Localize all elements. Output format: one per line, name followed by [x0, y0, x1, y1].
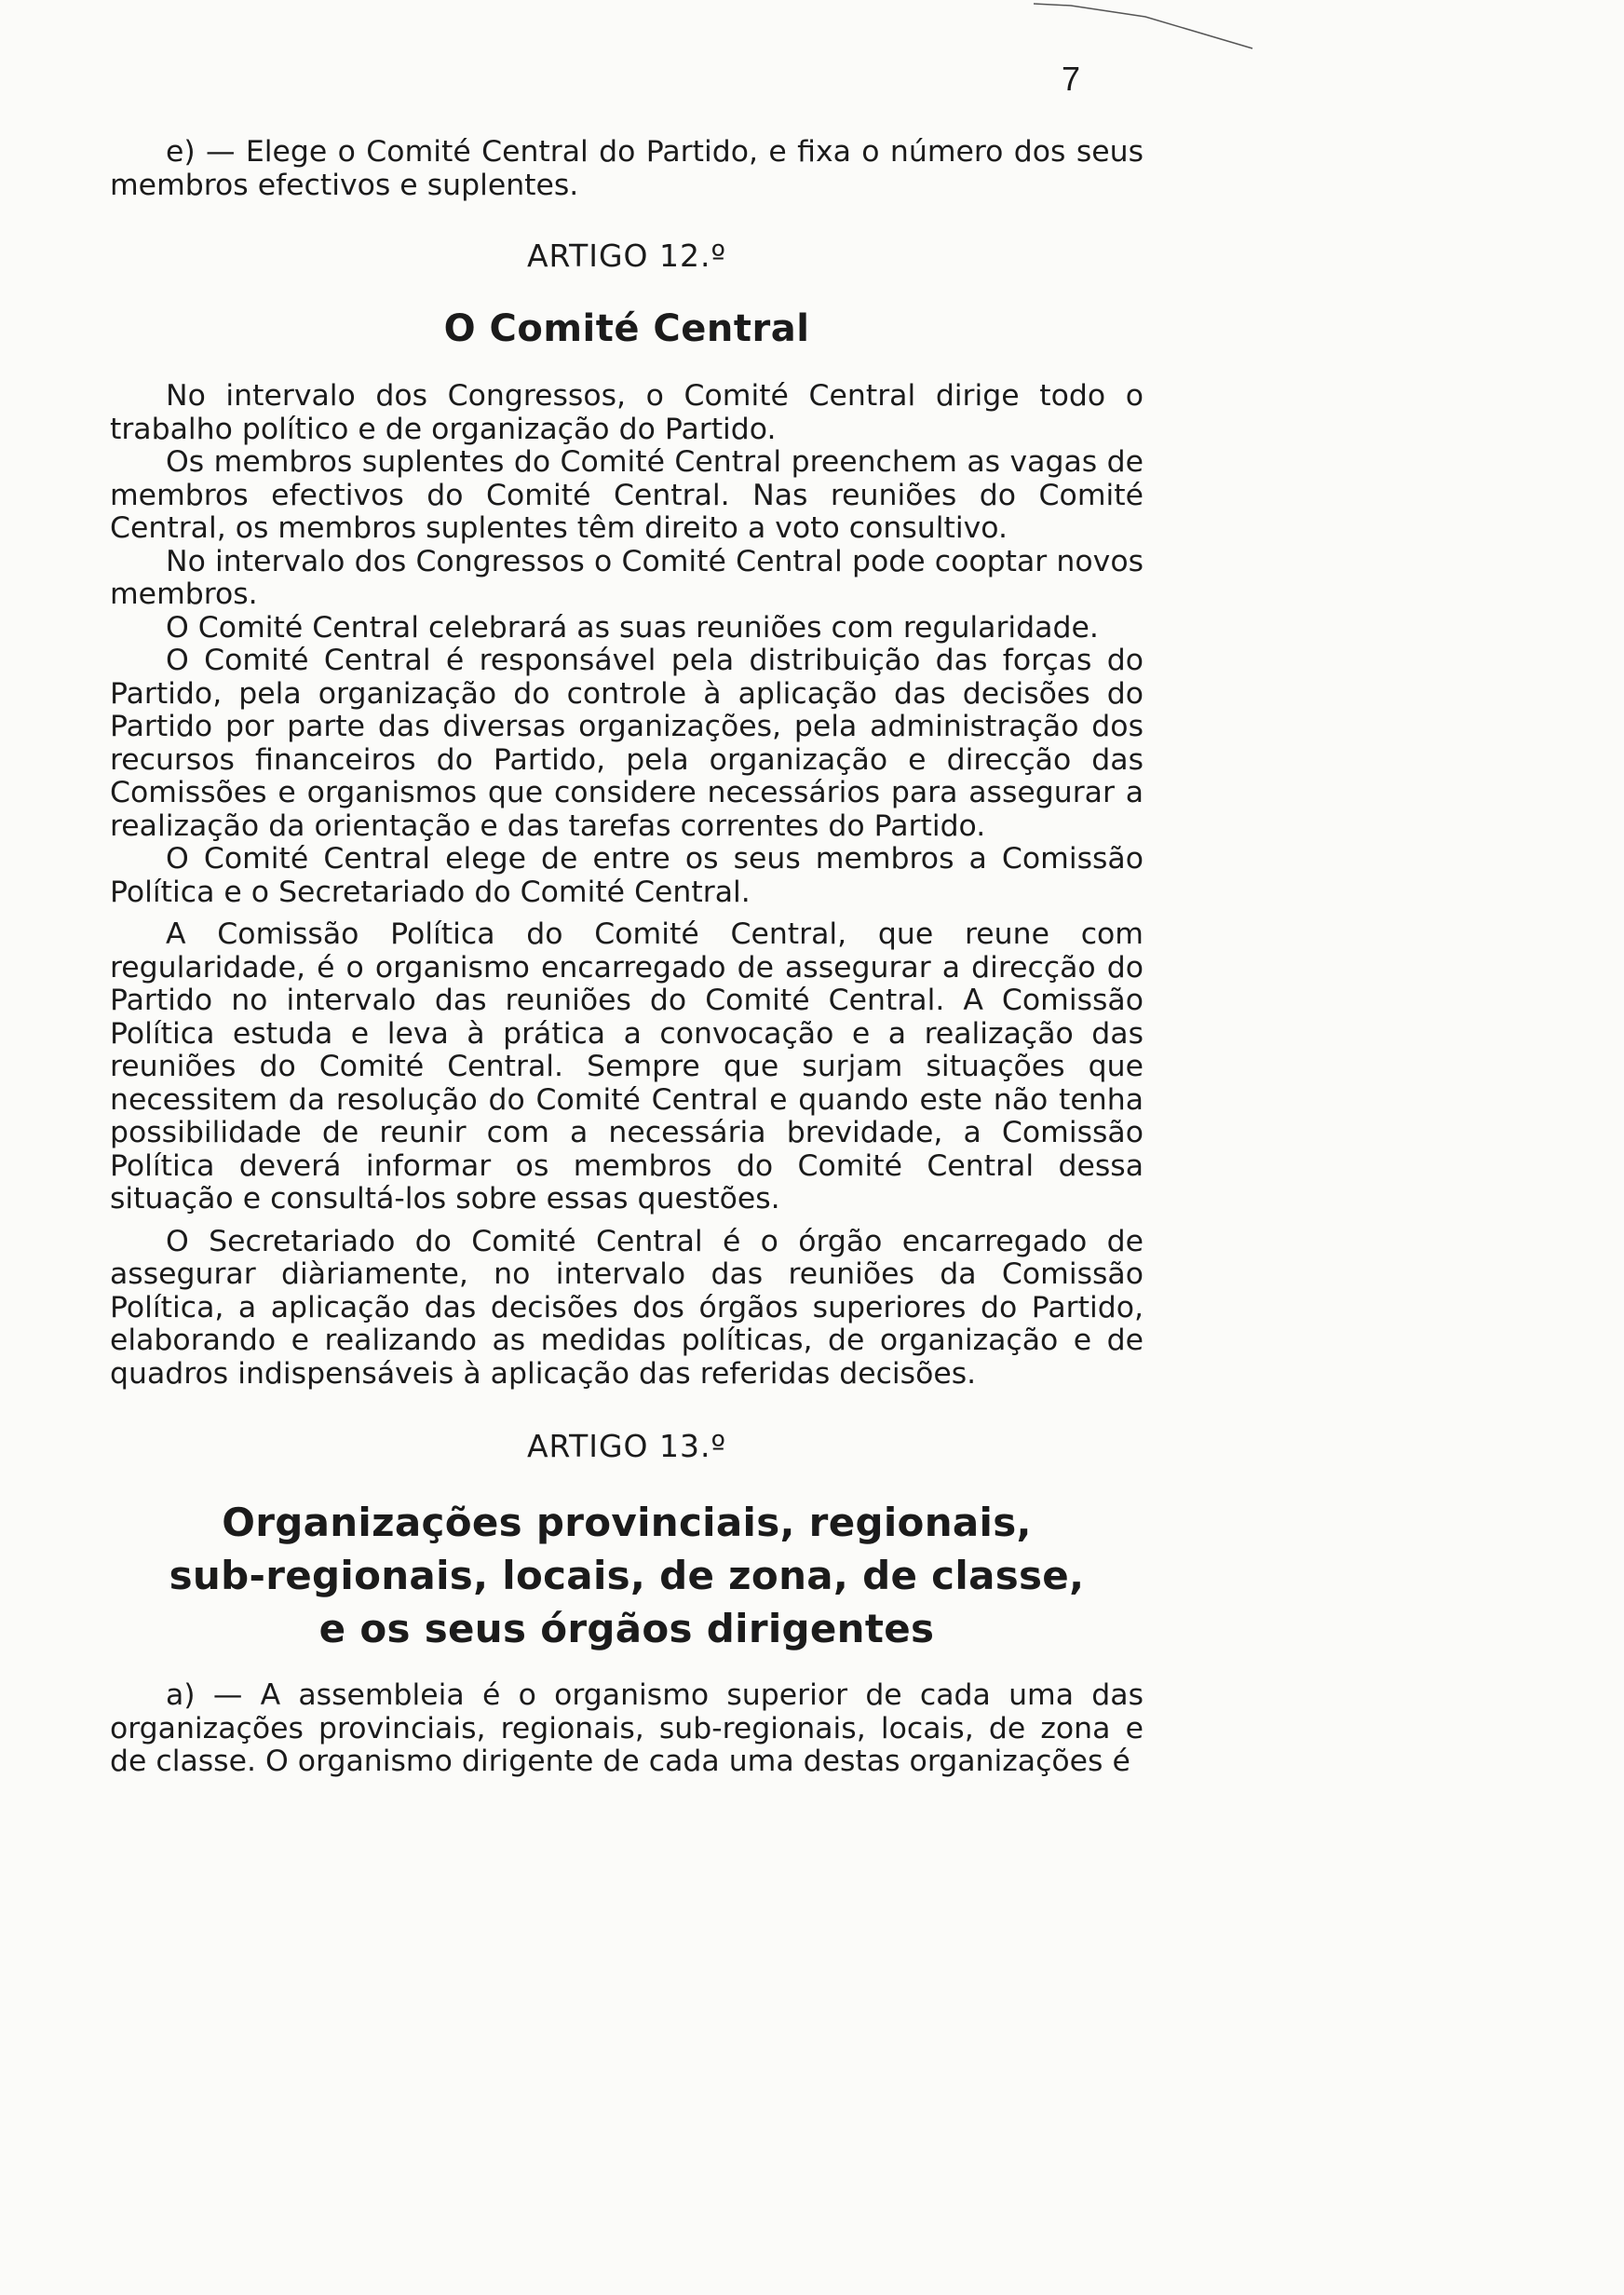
title-line: e os seus órgãos dirigentes	[318, 1606, 935, 1651]
article-13-heading: ARTIGO 13.º	[526, 1428, 727, 1464]
item-a-paragraph: a) — A assembleia é o organismo superior de cada uma das organizações provinciais, regionais, sub-regionais, locais, de zona e de classe. O organismo dirigente de cada uma destas organizações é	[110, 1678, 1144, 1778]
article-12-text	[110, 380, 1144, 1391]
document-body	[110, 125, 1144, 1779]
article-12-heading: ARTIGO 12.º	[526, 238, 727, 274]
page-number: 7	[1062, 60, 1081, 98]
comite-central-title: O Comité Central	[443, 307, 810, 350]
paragraph: O Comité Central elege de entre os seus membros a Comissão Política e o Secretariado do Comité Central.	[110, 842, 1144, 909]
paragraph: No intervalo dos Congressos, o Comité Central dirige todo o trabalho político e de organização do Partido.	[110, 379, 1144, 446]
scan-edge-mark	[1034, 0, 1257, 51]
paragraph: No intervalo dos Congressos o Comité Central pode cooptar novos membros.	[110, 544, 1144, 611]
paragraph: Os membros suplentes do Comité Central preenchem as vagas de membros efectivos do Comité Central. Nas reuniões do Comité Central, os membros suplentes têm direito a voto consultivo.	[110, 445, 1144, 545]
paragraph: O Secretariado do Comité Central é o órgão encarregado de assegurar diàriamente, no intervalo das reuniões da Comissão Política, a aplicação das decisões dos órgãos superiores do Partido, elaborando e realizando as medidas políticas, de organização e de quadros indispensáveis à aplicação das referidas decisões.	[110, 1224, 1144, 1391]
paragraph: O Comité Central é responsável pela distribuição das forças do Partido, pela organização do controle à aplicação das decisões do Partido por parte das diversas organizações, pela administração dos recursos financeiros do Partido, pela organização e direcção das Comissões e organismos que considere necessários para assegurar a realização da orientação e das tarefas correntes do Partido.	[110, 644, 1144, 843]
item-e-paragraph: e) — Elege o Comité Central do Partido, e fixa o número dos seus membros efectivos e suplentes.	[110, 135, 1144, 202]
organizacoes-title	[110, 1496, 1144, 1655]
paragraph: O Comité Central celebrará as suas reuniões com regularidade.	[166, 610, 1099, 645]
title-line: sub-regionais, locais, de zona, de classe,	[169, 1553, 1085, 1598]
paragraph: A Comissão Política do Comité Central, que reune com regularidade, é o organismo encarregado de assegurar a direcção do Partido no intervalo das reuniões do Comité Central. A Comissão Política estuda e leva à prática a convocação e a realização das reuniões do Comité Central. Sempre que surjam situações que necessitem da resolução do Comité Central e quando este não tenha possibilidade de reunir com a necessária brevidade, a Comissão Política deverá informar os membros do Comité Central dessa situação e consultá-los sobre essas questões.	[110, 917, 1144, 1215]
title-line: Organizações provinciais, regionais,	[222, 1500, 1032, 1545]
